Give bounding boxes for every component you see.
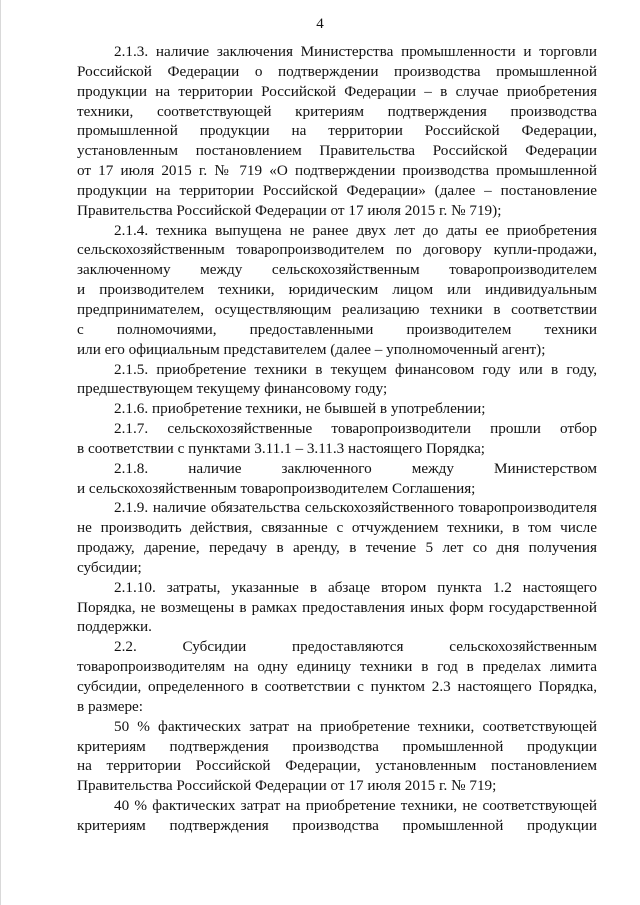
text-line: 2.1.3. наличие заключения Министерства промышленности и торговли [114, 43, 597, 60]
paragraph-2-1-10 [77, 578, 597, 638]
text-line: и производителем техники, юридическим лицом или индивидуальным [77, 281, 597, 299]
text-line: не производить действия, связанные с отчуждением техники, в том числе [77, 519, 597, 537]
text-line: 40 % фактических затрат на приобретение техники, не соответствующей [114, 797, 597, 815]
text-line: 2.2. Субсидии предоставляются сельскохозяйственным [114, 638, 597, 656]
text-line: 2.1.4. техника выпущена не ранее двух лет до даты ее приобретения [114, 221, 597, 239]
text-line: 2.1.6. приобретение техники, не бывшей в употреблении; [114, 400, 486, 418]
text-line: от 17 июля 2015 г. № 719 «О подтверждении производства промышленной [77, 162, 597, 180]
text-line: 50 % фактических затрат на приобретение техники, соответствующей [114, 717, 597, 735]
text-line: предшествующем текущему финансовому году; [77, 380, 388, 398]
text-line: в соответствии с пунктами 3.11.1 – 3.11.3 настоящего Порядка; [77, 439, 486, 457]
text-line: заключенному между сельскохозяйственным товаропроизводителем [77, 261, 597, 279]
page-number: 4 [316, 16, 324, 32]
text-line: на территории Российской Федерации, установленным постановлением [77, 757, 597, 775]
text-line: критериям подтверждения производства промышленной продукции [77, 737, 597, 755]
text-line: субсидии; [77, 558, 142, 576]
text-line: товаропроизводителям на одну единицу техники в год в пределах лимита [77, 658, 597, 676]
document-body [77, 42, 597, 836]
text-line: 2.1.8. наличие заключенного между Министерством [114, 459, 597, 477]
text-line: или его официальным представителем (далее – уполномоченный агент); [77, 340, 546, 358]
text-line: 2.1.10. затраты, указанные в абзаце втором пункта 1.2 настоящего [114, 578, 597, 596]
text-line: сельскохозяйственным товаропроизводителем по договору купли-продажи, [77, 241, 597, 259]
text-line: Порядка, не возмещены в рамках предоставления иных форм государственной [77, 598, 597, 616]
paragraph-2-1-7 [77, 419, 597, 459]
text-line: предпринимателем, осуществляющим реализацию техники в соответствии [77, 300, 597, 318]
text-line: промышленной продукции на территории Российской Федерации, [77, 122, 597, 140]
paragraph-2-1-8 [77, 459, 597, 499]
paragraph-2-2 [77, 637, 597, 716]
paragraph-50 [77, 717, 597, 796]
text-line: Правительства Российской Федерации от 17 июля 2015 г. № 719; [77, 777, 497, 795]
paragraph-40 [77, 796, 597, 836]
text-line: критериям подтверждения производства промышленной продукции [77, 816, 597, 834]
text-line: техники, соответствующей критериям подтверждения производства [77, 102, 597, 120]
text-line: установленным постановлением Правительства Российской Федерации [77, 142, 597, 160]
paragraph-2-1-6 [77, 399, 597, 419]
paragraph-2-1-4 [77, 221, 597, 360]
text-line: в размере: [77, 697, 143, 715]
scan-edge [0, 0, 1, 905]
text-line: 2.1.9. наличие обязательства сельскохозяйственного товаропроизводителя [114, 499, 597, 517]
text-line: продукции на территории Российской Федерации» (далее – постановление [77, 181, 597, 199]
text-line: 2.1.5. приобретение техники в текущем финансовом году или в году, [114, 360, 597, 378]
text-line: и сельскохозяйственным товаропроизводителем Соглашения; [77, 479, 476, 497]
text-line: Правительства Российской Федерации от 17 июля 2015 г. № 719); [77, 201, 502, 219]
paragraph-2-1-9 [77, 498, 597, 577]
paragraph-2-1-5 [77, 360, 597, 400]
text-line: 2.1.7. сельскохозяйственные товаропроизводители прошли отбор [114, 420, 597, 438]
text-line: продукции на территории Российской Федерации – в случае приобретения [77, 82, 597, 100]
text-line: поддержки. [77, 618, 152, 636]
text-line: Российской Федерации о подтверждении производства промышленной [77, 62, 597, 80]
text-line: субсидии, определенного в соответствии с пунктом 2.3 настоящего Порядка, [77, 678, 597, 695]
text-line: с полномочиями, предоставленными производителем техники [77, 320, 597, 338]
text-line: продажу, дарение, передачу в аренду, в течение 5 лет со дня получения [77, 539, 597, 557]
paragraph-2-1-3 [77, 42, 597, 221]
